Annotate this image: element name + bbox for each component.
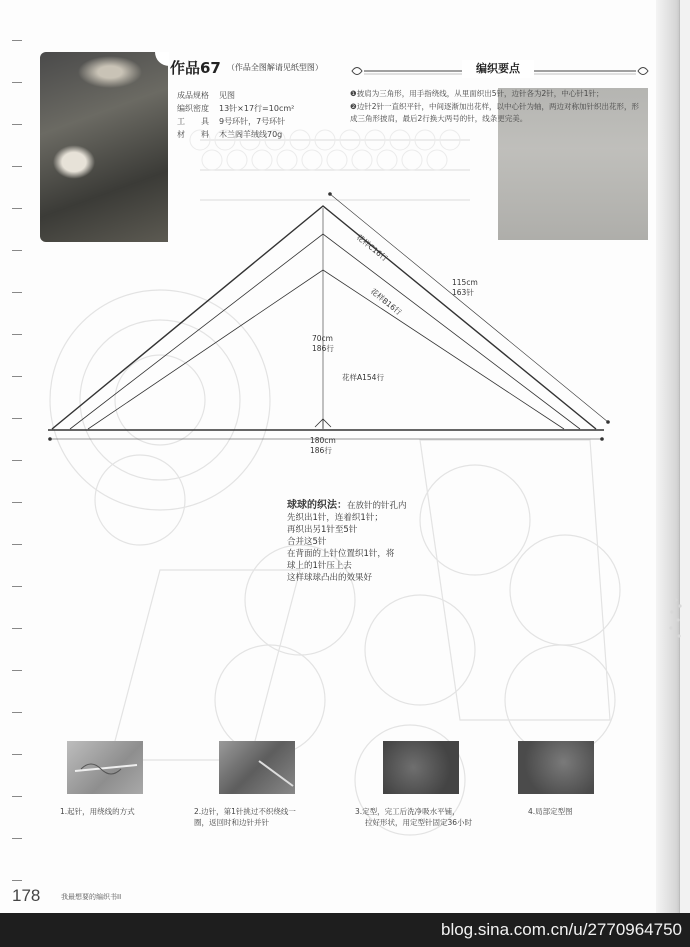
spec-row: [177, 90, 235, 102]
spec-value: 见图: [219, 91, 235, 100]
work-title: [170, 56, 323, 78]
thumbnail-caption: 1.起针，用绕线的方式: [60, 807, 135, 816]
side-length-cm: 115cm: [452, 278, 478, 287]
bobble-note-line: 再织出另1针至5针: [287, 525, 358, 535]
detail-blocking-photo: [518, 741, 594, 794]
thumbnail-caption: 4.局部定型图: [528, 807, 573, 816]
blocking-photo: [383, 741, 459, 794]
bobble-stitch-note: [287, 500, 487, 584]
spec-value: 9号环针，7号环针: [219, 117, 286, 126]
blog-url-watermark: blog.sina.com.cn/u/2770964750: [440, 920, 682, 939]
bobble-note-line: 合并这5针: [287, 537, 327, 547]
pattern-a-label: 花样A154行: [342, 373, 384, 382]
spec-key: 编织密度: [177, 104, 209, 113]
side-length-stitches: 163针: [452, 288, 474, 297]
spec-row: [177, 116, 285, 128]
bobble-note-line: 在背面的上针位置织1针，将: [287, 549, 395, 559]
spec-key: 材 料: [177, 130, 209, 139]
pattern-b-label: 花样B16行: [368, 286, 404, 317]
section-title: 编织要点: [462, 60, 534, 78]
spec-key: 工 具: [177, 117, 209, 126]
bobble-note-lead: 球球的织法：: [287, 500, 347, 511]
spec-value: 13针×17行=10cm²: [219, 104, 295, 113]
bobble-note-line: 这样球球凸出的效果好: [287, 573, 373, 583]
side-dimension-line: [330, 194, 608, 422]
base-rows: 186行: [310, 446, 332, 455]
bobble-note-lead-rest: 在放针的针孔内: [347, 501, 407, 511]
spec-row: [177, 129, 282, 141]
spec-value: 木兰阁羊绒线70g: [219, 130, 283, 139]
work-title-subtitle: （作品全图解请见纸型图）: [226, 62, 323, 72]
knitting-steps: [350, 88, 640, 126]
pattern-c-label: 花样C16行: [354, 232, 390, 264]
spec-row: [177, 103, 294, 115]
base-length-cm: 180cm: [310, 436, 336, 445]
outer-edge-line: [52, 206, 596, 429]
spec-key: 成品规格: [177, 91, 209, 100]
bobble-note-line: 先织出1针，连着织1针；: [287, 513, 383, 523]
step-2: ❷边针2针一直织平针，中间逐渐加出花样，以中心针为轴，两边对称加针织出花形，形成三角形披肩，最后2行换大两号的针，线条更完美。: [350, 102, 639, 123]
bobble-note-line: 球上的1针压上去: [287, 561, 352, 571]
thumbnail-caption: 3.定型，完工后洗净吸水平铺， 拉好形状，用定型针固定36小时: [355, 807, 473, 827]
pattern-c-border: [70, 234, 580, 429]
height-cm: 70cm: [312, 334, 333, 343]
book-title: 我最想要的编织书II: [61, 893, 122, 901]
work-title-main: 作品67: [170, 58, 221, 77]
shawl-schematic-diagram: [30, 180, 650, 480]
thumbnail-caption: 2.边针，第1针挑过不织绕线一 圈，返回时和边针并针: [194, 807, 296, 827]
needle-icon: [219, 741, 295, 794]
cast-on-photo: [67, 741, 143, 794]
needle-icon: [67, 741, 143, 794]
center-arrow-icon: [315, 419, 331, 429]
edge-stitch-photo: [219, 741, 295, 794]
step-1: ❶披肩为三角形，用手指绕线，从里面织出5针，边针各为2针，中心针1针；: [350, 89, 604, 98]
height-rows: 186行: [312, 344, 334, 353]
page-number: 178: [12, 886, 41, 905]
